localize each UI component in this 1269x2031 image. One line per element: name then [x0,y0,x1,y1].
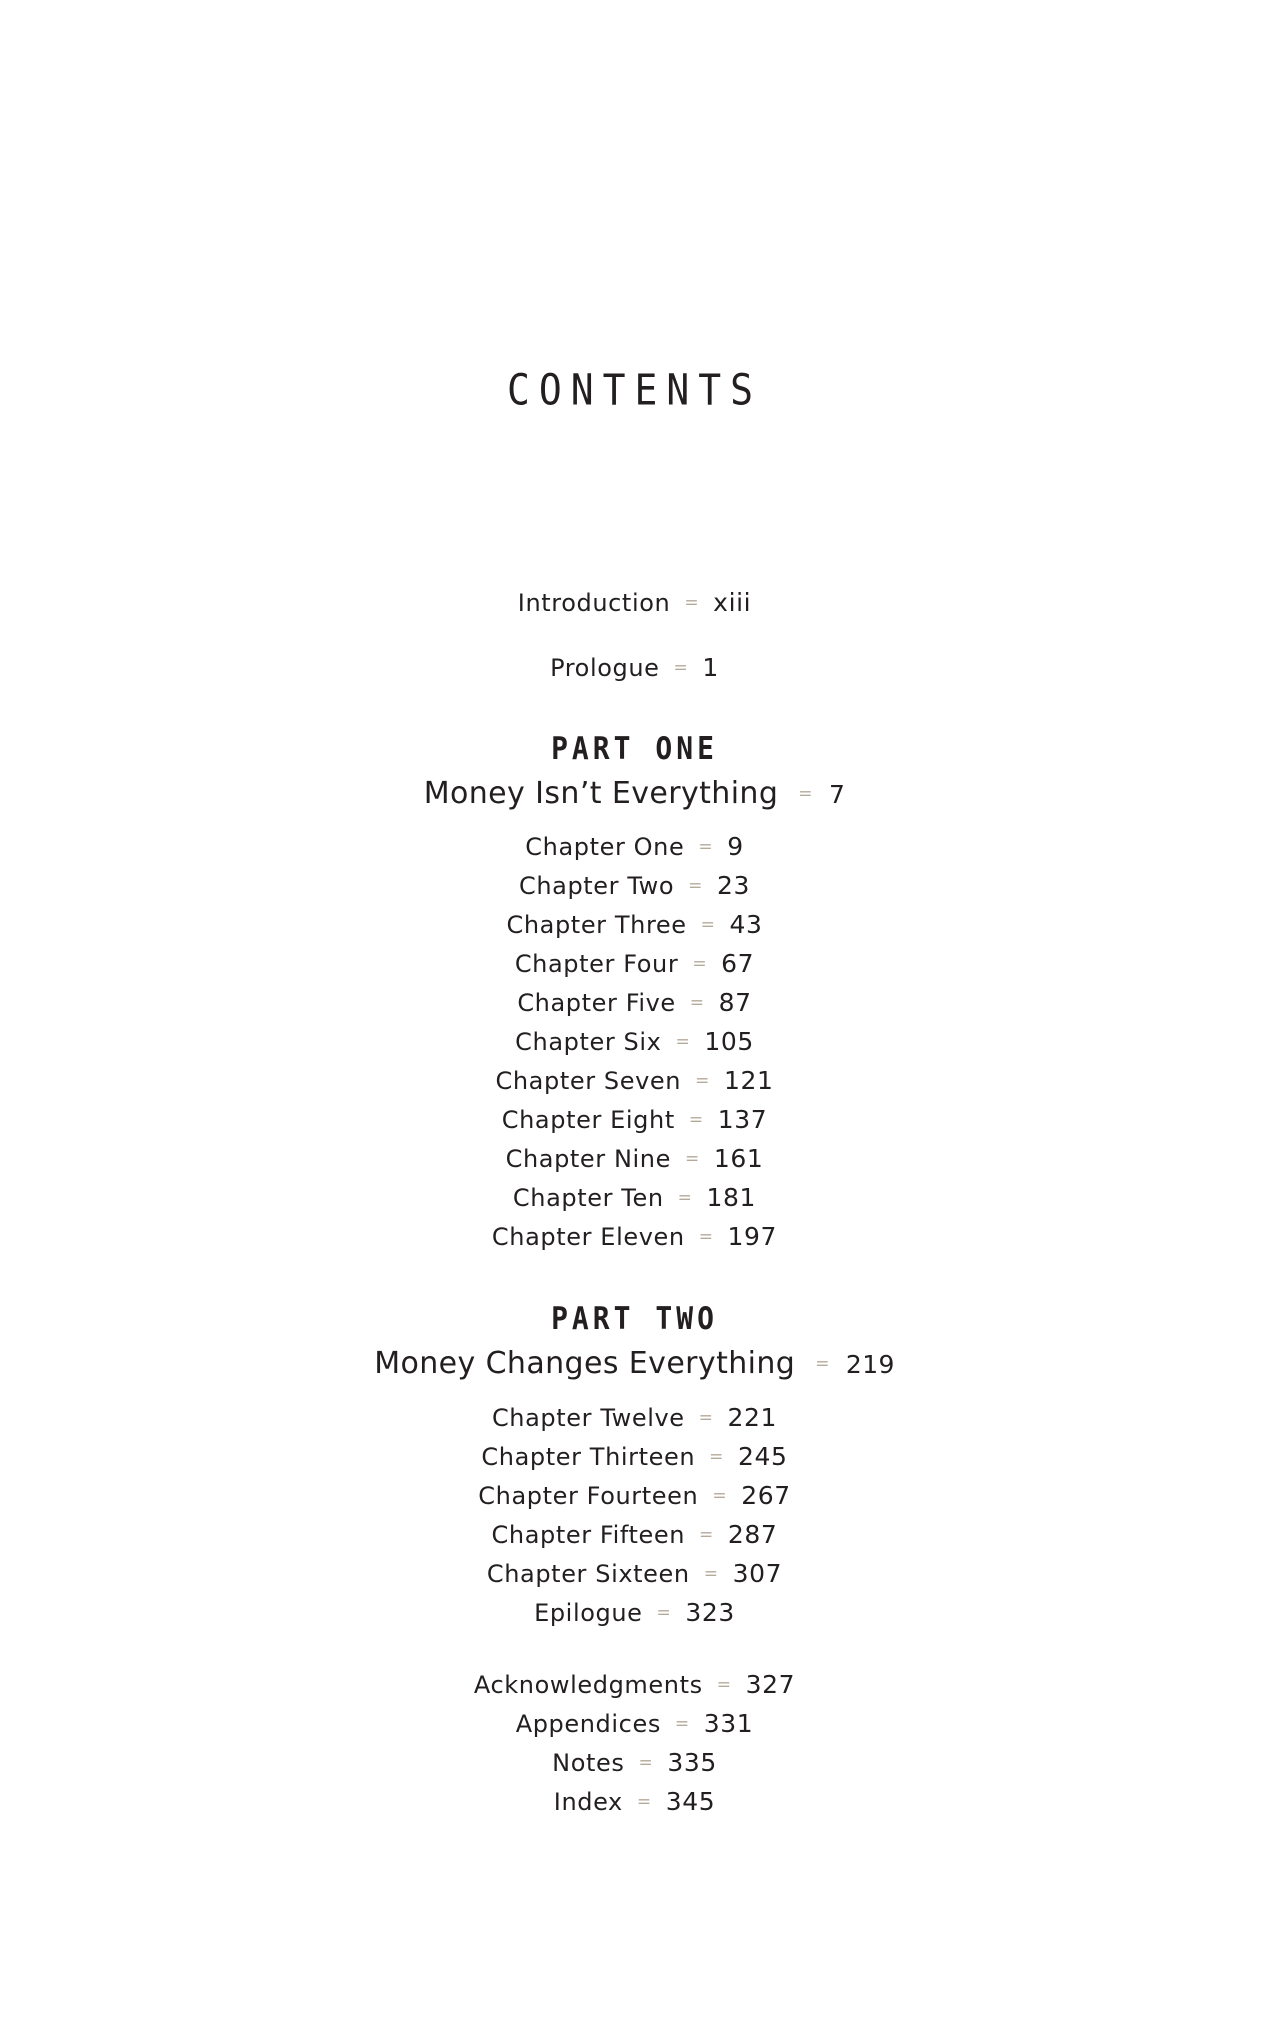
entry-label: Acknowledgments [473,1671,703,1699]
entry-page: 331 [703,1709,754,1738]
part-page: 219 [845,1350,895,1379]
part-one-label: PART ONE [551,730,718,767]
toc-entry-chapter-thirteen[interactable] [0,1442,1269,1472]
toc-entry-epilogue[interactable] [0,1598,1269,1628]
separator: = [638,1753,654,1773]
toc-entry-notes[interactable] [0,1748,1269,1778]
entry-page: 221 [727,1403,778,1432]
entry-page: 323 [685,1598,735,1627]
toc-entry-chapter-nine[interactable] [0,1144,1269,1174]
entry-page: 43 [729,910,763,939]
part-two-title-entry[interactable] [0,1346,1269,1383]
entry-page: 121 [723,1066,774,1095]
toc-entry-chapter-fifteen[interactable] [0,1520,1269,1550]
separator: = [636,1792,652,1812]
separator: = [700,915,716,935]
separator: = [685,1149,700,1169]
toc-entry-appendices[interactable] [0,1709,1269,1739]
toc-entry-chapter-five[interactable] [0,988,1269,1018]
separator: = [673,658,689,678]
entry-label: Chapter One [525,833,685,861]
separator: = [692,954,708,974]
separator: = [695,1071,710,1091]
separator: = [716,1675,732,1695]
entry-label: Epilogue [534,1599,643,1627]
toc-entry-chapter-two[interactable] [0,871,1269,901]
toc-entry-chapter-fourteen[interactable] [0,1481,1269,1511]
part-title: Money Isn’t Everything [423,776,779,811]
toc-entry-prologue[interactable] [0,653,1269,683]
entry-page: 105 [704,1027,754,1056]
entry-page: 1 [702,653,719,682]
separator: = [688,876,704,896]
toc-entry-chapter-six[interactable] [0,1027,1269,1057]
entry-label: Notes [552,1749,625,1777]
separator: = [688,1110,704,1130]
toc-entry-chapter-four[interactable] [0,949,1269,979]
separator: = [798,784,813,804]
entry-label: Chapter Sixteen [486,1560,690,1588]
entry-label: Chapter Ten [512,1184,664,1212]
entry-label: Chapter Twelve [491,1404,685,1432]
separator: = [699,1525,714,1545]
entry-label: Appendices [515,1710,661,1738]
entry-label: Chapter Five [517,989,676,1017]
part-two-label: PART TWO [551,1300,718,1337]
separator: = [712,1486,728,1506]
separator: = [656,1603,672,1623]
entry-label: Chapter Fifteen [491,1521,686,1549]
toc-entry-chapter-sixteen[interactable] [0,1559,1269,1589]
entry-label: Chapter Three [506,911,687,939]
entry-page: 23 [717,871,751,900]
entry-page: 87 [718,988,752,1017]
toc-entry-chapter-one[interactable] [0,832,1269,862]
entry-label: Chapter Thirteen [481,1443,696,1471]
toc-entry-chapter-eleven[interactable] [0,1222,1269,1252]
entry-page: 327 [745,1670,796,1699]
entry-page: 161 [713,1144,764,1173]
entry-page: 137 [717,1105,768,1134]
separator: = [698,837,714,857]
entry-label: Prologue [550,654,660,682]
entry-page: 9 [727,832,744,861]
separator: = [703,1564,719,1584]
toc-entry-chapter-twelve[interactable] [0,1403,1269,1433]
part-page: 7 [828,780,846,809]
entry-page: 67 [721,949,755,978]
entry-label: Chapter Four [514,950,679,978]
toc-entry-chapter-eight[interactable] [0,1105,1269,1135]
separator: = [684,593,700,613]
toc-entry-chapter-ten[interactable] [0,1183,1269,1213]
entry-label: Chapter Fourteen [478,1482,699,1510]
toc-entry-index[interactable] [0,1787,1269,1817]
entry-page: 245 [738,1442,788,1471]
part-title: Money Changes Everything [374,1346,796,1381]
page-title: CONTENTS [506,365,763,415]
toc-entry-introduction[interactable] [0,588,1269,618]
entry-page: 335 [667,1748,717,1777]
toc-entry-acknowledgments[interactable] [0,1670,1269,1700]
entry-label: Index [553,1788,623,1816]
entry-label: Chapter Eleven [491,1223,685,1251]
entry-page: 345 [665,1787,716,1816]
separator: = [677,1188,693,1208]
entry-page: 307 [732,1559,783,1588]
separator: = [675,1032,691,1052]
separator: = [698,1408,714,1428]
separator: = [674,1714,690,1734]
entry-label: Chapter Eight [501,1106,675,1134]
entry-label: Chapter Seven [495,1067,682,1095]
separator: = [815,1354,830,1374]
separator: = [709,1447,725,1467]
entry-label: Introduction [517,589,671,617]
entry-page: 267 [741,1481,791,1510]
entry-page: 181 [706,1183,757,1212]
entry-label: Chapter Six [515,1028,662,1056]
separator: = [698,1227,714,1247]
entry-page: 287 [727,1520,778,1549]
entry-label: Chapter Two [518,872,675,900]
entry-page: xiii [713,588,752,617]
part-one-title-entry[interactable] [0,776,1269,813]
toc-entry-chapter-seven[interactable] [0,1066,1269,1096]
separator: = [689,993,705,1013]
entry-page: 197 [727,1222,778,1251]
entry-label: Chapter Nine [505,1145,671,1173]
toc-entry-chapter-three[interactable] [0,910,1269,940]
